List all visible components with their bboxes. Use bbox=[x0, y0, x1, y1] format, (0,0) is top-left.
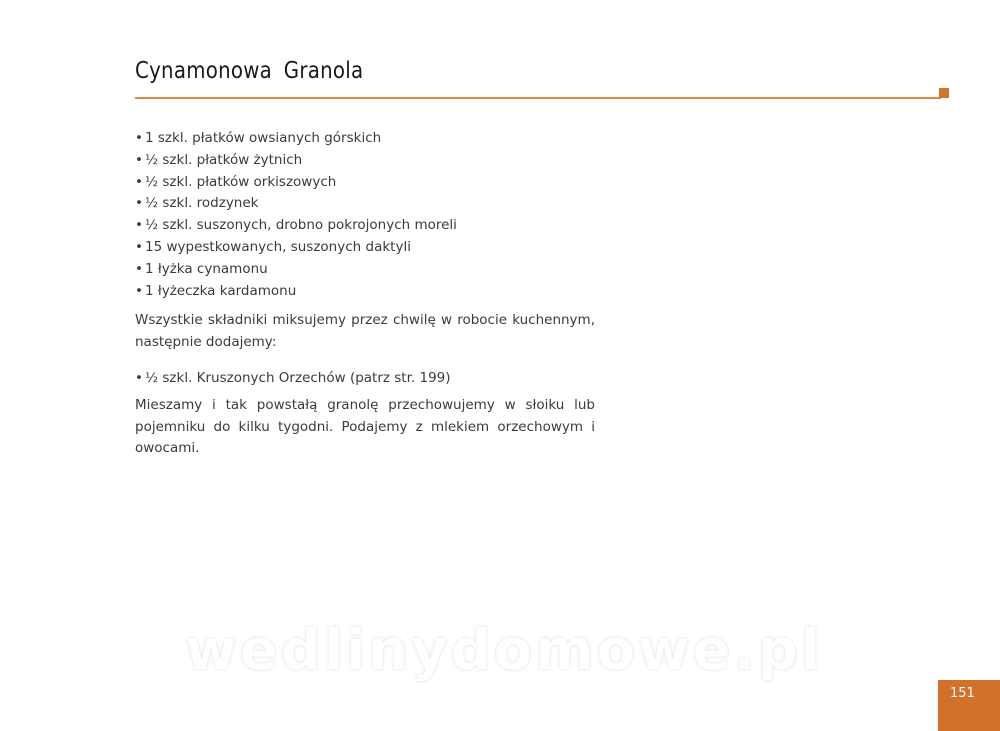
ingredient-text: ½ szkl. rodzynek bbox=[145, 195, 259, 212]
ingredient-item bbox=[135, 128, 595, 150]
ingredient-list bbox=[135, 128, 595, 302]
ingredient-text: ½ szkl. Kruszonych Orzechów (patrz str. 199) bbox=[145, 369, 451, 386]
bullet-icon: • bbox=[135, 282, 143, 299]
watermark: wedlinydomowe.pl bbox=[185, 618, 824, 683]
instruction-paragraph-2: Mieszamy i tak powstałą granolę przechowujemy w słoiku lub pojemniku do kilku tygodni. Podajemy z mlekiem orzechowym i owocami. bbox=[135, 396, 595, 457]
bullet-icon: • bbox=[135, 260, 143, 277]
title-underline bbox=[135, 97, 941, 99]
bullet-icon: • bbox=[135, 151, 143, 168]
recipe-body bbox=[135, 128, 595, 460]
bullet-icon: • bbox=[135, 369, 143, 386]
ingredient-text: 15 wypestkowanych, suszonych daktyli bbox=[145, 238, 411, 255]
ingredient-item bbox=[135, 172, 595, 194]
extra-ingredient-list bbox=[135, 368, 595, 390]
ingredient-item bbox=[135, 281, 595, 303]
ingredient-item bbox=[135, 193, 595, 215]
bullet-icon: • bbox=[135, 173, 143, 190]
ingredient-item bbox=[135, 368, 595, 390]
ingredient-text: ½ szkl. suszonych, drobno pokrojonych moreli bbox=[145, 217, 457, 234]
ingredient-text: 1 szkl. płatków owsianych górskich bbox=[145, 130, 382, 146]
ingredient-text: 1 łyżka cynamonu bbox=[145, 260, 268, 277]
ingredient-item bbox=[135, 259, 595, 281]
title-accent-square bbox=[939, 88, 949, 98]
page-number: 151 bbox=[950, 686, 975, 701]
page-number-box bbox=[938, 680, 1000, 731]
ingredient-item bbox=[135, 150, 595, 172]
bullet-icon: • bbox=[135, 238, 143, 255]
bullet-icon: • bbox=[135, 130, 143, 146]
ingredient-text: ½ szkl. płatków żytnich bbox=[145, 151, 303, 168]
ingredient-item bbox=[135, 237, 595, 259]
ingredient-text: ½ szkl. płatków orkiszowych bbox=[145, 173, 337, 190]
bullet-icon: • bbox=[135, 195, 143, 212]
instruction-paragraph-1: Wszystkie składniki miksujemy przez chwilę w robocie kuchennym, następnie dodajemy: bbox=[135, 312, 595, 351]
bullet-icon: • bbox=[135, 217, 143, 234]
ingredient-text: 1 łyżeczka kardamonu bbox=[145, 282, 297, 299]
recipe-title: Cynamonowa Granola bbox=[135, 58, 364, 84]
ingredient-item bbox=[135, 215, 595, 237]
